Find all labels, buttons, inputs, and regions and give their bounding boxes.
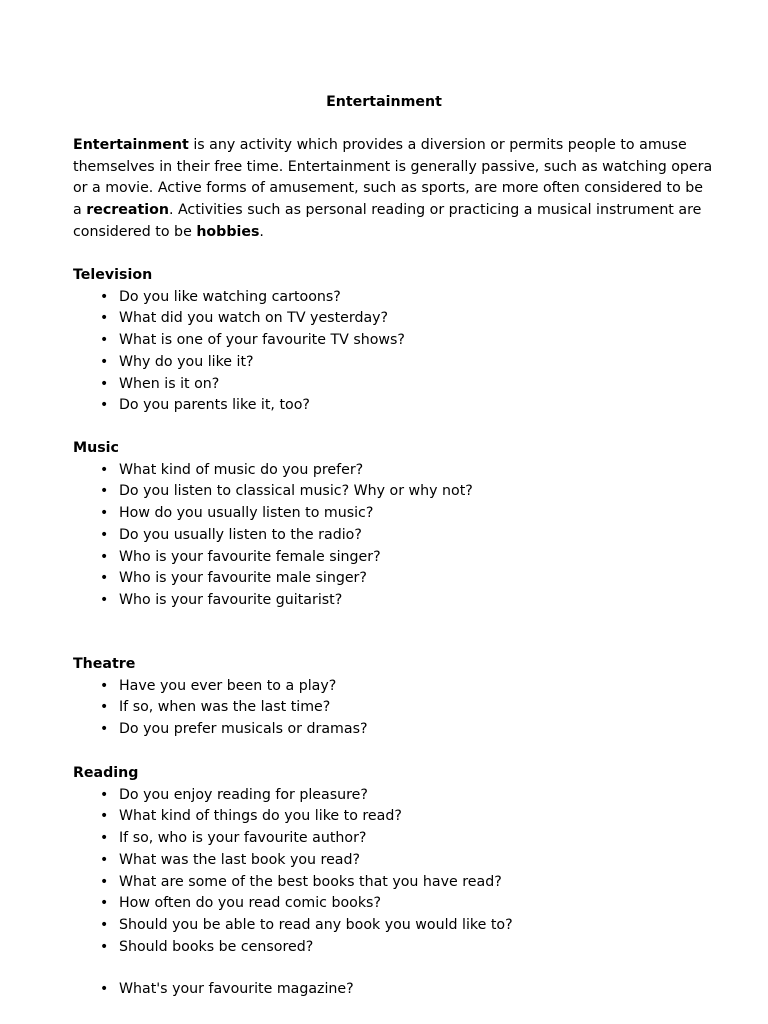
intro-text-2: . Activities such as personal reading or practicing a musical instrument are considered to be <box>73 202 702 240</box>
intro-paragraph <box>73 135 713 244</box>
list-item: • Who is your favourite female singer? <box>73 547 713 569</box>
list-item: • Who is your favourite guitarist? <box>73 590 713 612</box>
bullet-icon: • <box>100 808 109 825</box>
section-heading: Music <box>73 440 119 456</box>
list-item: • Do you enjoy reading for pleasure? <box>73 785 713 807</box>
intro-text-1: is any activity which provides a diversion or permits people to amuse themselves in their free time. Entertainment is generally passive, such as watching opera or a movie. Active forms of amusement, such as sports, are more often considered to be a <box>73 137 713 219</box>
intro-term: Entertainment <box>73 137 189 153</box>
bullet-icon: • <box>100 830 109 847</box>
list-item: • Why do you like it? <box>73 352 713 374</box>
list-item: • What are some of the best books that you have read? <box>73 872 713 894</box>
bullet-icon: • <box>100 916 109 933</box>
question-list <box>73 287 713 417</box>
list-item: • What's your favourite magazine? <box>73 979 713 1001</box>
list-item: • What is one of your favourite TV shows? <box>73 330 713 352</box>
list-item: • Should you be able to read any book you would like to? <box>73 915 713 937</box>
list-item: • What did you watch on TV yesterday? <box>73 308 713 330</box>
list-item: • What kind of things do you like to read? <box>73 806 713 828</box>
list-item: • What kind of music do you prefer? <box>73 460 713 482</box>
list-item: • Do you like watching cartoons? <box>73 287 713 309</box>
question-list <box>73 785 713 959</box>
section-reading <box>73 763 713 958</box>
bullet-icon: • <box>100 570 109 587</box>
list-item: • Do you parents like it, too? <box>73 395 713 417</box>
question-list <box>73 676 713 741</box>
list-item: • Do you usually listen to the radio? <box>73 525 713 547</box>
bullet-icon: • <box>100 310 109 327</box>
bullet-icon: • <box>100 981 109 997</box>
question-list <box>73 460 713 612</box>
list-item: • What was the last book you read? <box>73 850 713 872</box>
list-item: • If so, who is your favourite author? <box>73 828 713 850</box>
section-heading: Theatre <box>73 656 136 672</box>
bullet-icon: • <box>100 851 109 868</box>
section-heading: Reading <box>73 765 139 781</box>
list-item: • Do you listen to classical music? Why or why not? <box>73 481 713 503</box>
bullet-icon: • <box>100 938 109 955</box>
bullet-icon: • <box>100 873 109 890</box>
bullet-icon: • <box>100 721 109 738</box>
list-item: • Do you prefer musicals or dramas? <box>73 719 713 741</box>
bullet-icon: • <box>100 375 109 392</box>
list-item: • Have you ever been to a play? <box>73 676 713 698</box>
bullet-icon: • <box>100 332 109 349</box>
intro-hobbies: hobbies <box>196 223 260 240</box>
bullet-icon: • <box>100 353 109 370</box>
intro-recreation: recreation <box>86 202 169 219</box>
bullet-icon: • <box>100 505 109 522</box>
page-title: Entertainment <box>326 94 442 110</box>
bullet-icon: • <box>100 483 109 500</box>
list-item: • Should books be censored? <box>73 937 713 959</box>
bullet-icon: • <box>100 677 109 694</box>
list-item: • When is it on? <box>73 374 713 396</box>
bullet-icon: • <box>100 591 109 608</box>
section-magazine <box>73 979 713 1001</box>
section-music <box>73 438 713 612</box>
bullet-icon: • <box>100 548 109 565</box>
bullet-icon: • <box>100 699 109 716</box>
bullet-icon: • <box>100 526 109 543</box>
bullet-icon: • <box>100 397 109 414</box>
list-item: • If so, when was the last time? <box>73 697 713 719</box>
bullet-icon: • <box>100 786 109 803</box>
bullet-icon: • <box>100 895 109 912</box>
section-theatre <box>73 654 713 741</box>
intro-text-3: . <box>259 223 264 240</box>
bullet-icon: • <box>100 288 109 305</box>
list-item: • Who is your favourite male singer? <box>73 568 713 590</box>
section-television <box>73 265 713 417</box>
bullet-icon: • <box>100 461 109 478</box>
question-list <box>73 979 713 1001</box>
list-item: • How often do you read comic books? <box>73 893 713 915</box>
section-heading: Television <box>73 267 153 283</box>
list-item: • How do you usually listen to music? <box>73 503 713 525</box>
